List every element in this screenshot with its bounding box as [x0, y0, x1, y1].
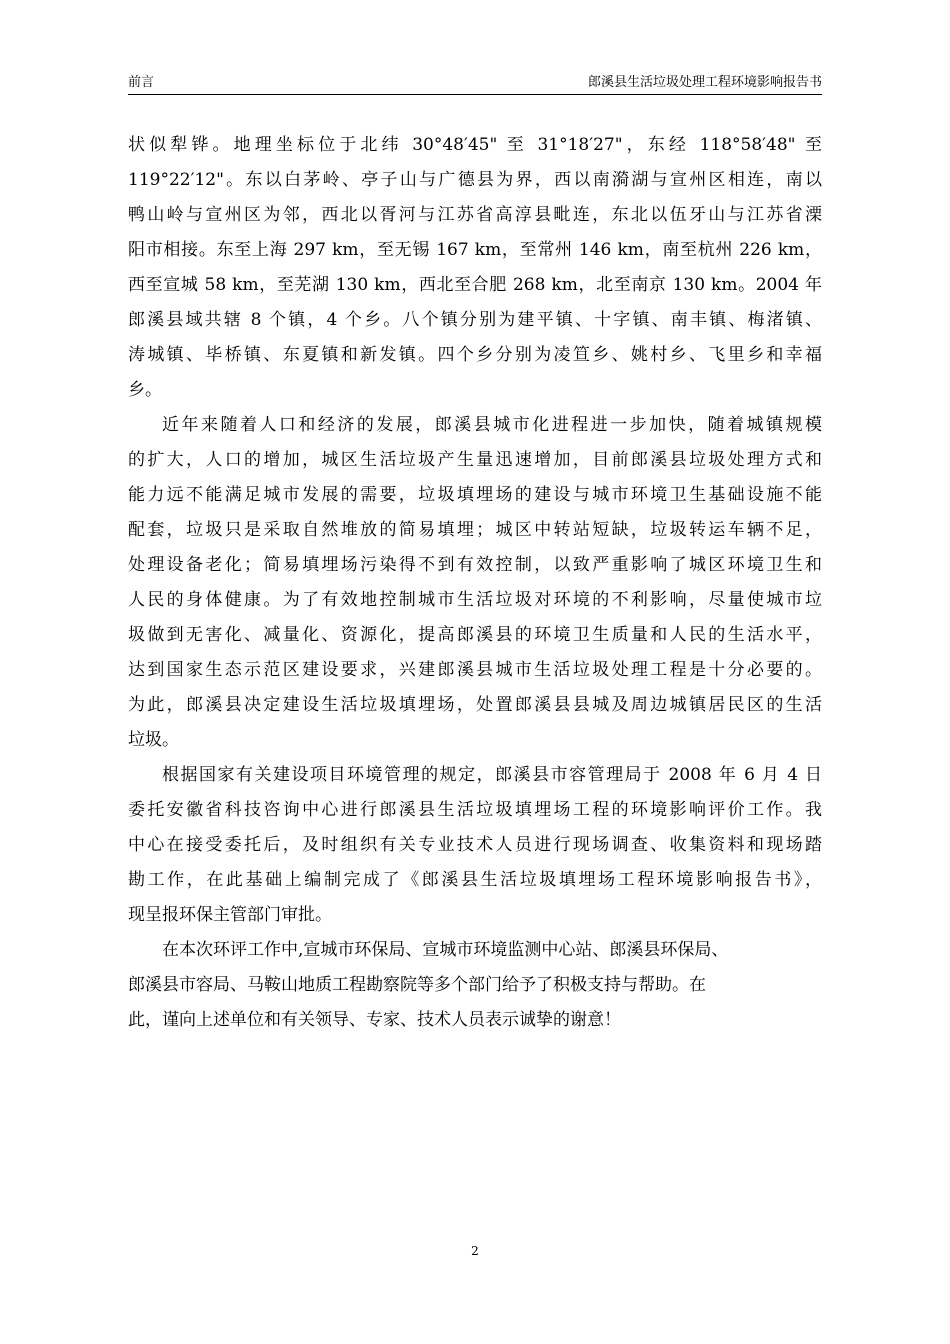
text-line: 达到国家生态示范区建设要求，兴建郎溪县城市生活垃圾处理工程是十分必要的。: [128, 660, 822, 680]
page-header: [128, 72, 822, 95]
text-line: 垃圾。: [128, 730, 179, 750]
text-line: 西至宣城 58 km，至芜湖 130 km，西北至合肥 268 km，北至南京 130 km。2004 年: [128, 275, 822, 295]
paragraph-background: [128, 408, 822, 758]
text-line: 郎溪县域共辖 8 个镇，4 个乡。八个镇分别为建平镇、十字镇、南丰镇、梅渚镇、: [128, 310, 822, 330]
text-line: 涛城镇、毕桥镇、东夏镇和新发镇。四个乡分别为凌笪乡、姚村乡、飞里乡和幸福: [128, 345, 822, 365]
text-line: 委托安徽省科技咨询中心进行郎溪县生活垃圾填埋场工程的环境影响评价工作。我: [128, 800, 822, 820]
text-line: 根据国家有关建设项目环境管理的规定，郎溪县市容管理局于 2008 年 6 月 4 日: [162, 765, 822, 785]
text-line: 郎溪县市容局、马鞍山地质工程勘察院等多个部门给予了积极支持与帮助。在: [128, 975, 706, 995]
paragraph-commission: [128, 758, 822, 933]
text-line: 近年来随着人口和经济的发展，郎溪县城市化进程进一步加快，随着城镇规模: [162, 415, 822, 435]
text-line: 鸭山岭与宣州区为邻，西北以胥河与江苏省高淳县毗连，东北以伍牙山与江苏省溧: [128, 205, 822, 225]
paragraph-acknowledgement: [128, 933, 822, 1038]
page-number: 2: [471, 1244, 479, 1258]
text-line: 勘工作，在此基础上编制完成了《郎溪县生活垃圾填埋场工程环境影响报告书》，: [128, 870, 822, 890]
text-line: 处理设备老化；简易填埋场污染得不到有效控制，以致严重影响了城区环境卫生和: [128, 555, 822, 575]
header-document-title: 郎溪县生活垃圾处理工程环境影响报告书: [587, 75, 822, 90]
text-line: 能力远不能满足城市发展的需要，垃圾填埋场的建设与城市环境卫生基础设施不能: [128, 485, 822, 505]
text-line: 中心在接受委托后，及时组织有关专业技术人员进行现场调查、收集资料和现场踏: [128, 835, 822, 855]
text-line: 现呈报环保主管部门审批。: [128, 905, 332, 925]
text-line: 阳市相接。东至上海 297 km，至无锡 167 km，至常州 146 km，南至杭州 226 km，: [128, 240, 822, 260]
text-line: 配套，垃圾只是采取自然堆放的简易填埋；城区中转站短缺，垃圾转运车辆不足，: [128, 520, 822, 540]
text-line: 此，谨向上述单位和有关领导、专家、技术人员表示诚挚的谢意！: [128, 1010, 621, 1030]
text-line: 状似犁铧。地理坐标位于北纬 30°48′45" 至 31°18′27"，东经 118°58′48" 至: [128, 135, 822, 155]
text-line: 在本次环评工作中,宣城市环保局、宣城市环境监测中心站、郎溪县环保局、: [162, 940, 729, 960]
header-section-title: 前言: [128, 75, 155, 90]
text-line: 为此，郎溪县决定建设生活垃圾填埋场，处置郎溪县县城及周边城镇居民区的生活: [128, 695, 822, 715]
text-line: 圾做到无害化、减量化、资源化，提高郎溪县的环境卫生质量和人民的生活水平，: [128, 625, 822, 645]
paragraph-location: [128, 128, 822, 408]
text-line: 人民的身体健康。为了有效地控制城市生活垃圾对环境的不利影响，尽量使城市垃: [128, 590, 822, 610]
text-line: 的扩大，人口的增加，城区生活垃圾产生量迅速增加，目前郎溪县垃圾处理方式和: [128, 450, 822, 470]
text-line: 119°22′12"。东以白茅岭、亭子山与广德县为界，西以南漪湖与宣州区相连，南以: [128, 170, 822, 190]
document-body: [128, 128, 822, 1038]
text-line: 乡。: [128, 380, 162, 400]
